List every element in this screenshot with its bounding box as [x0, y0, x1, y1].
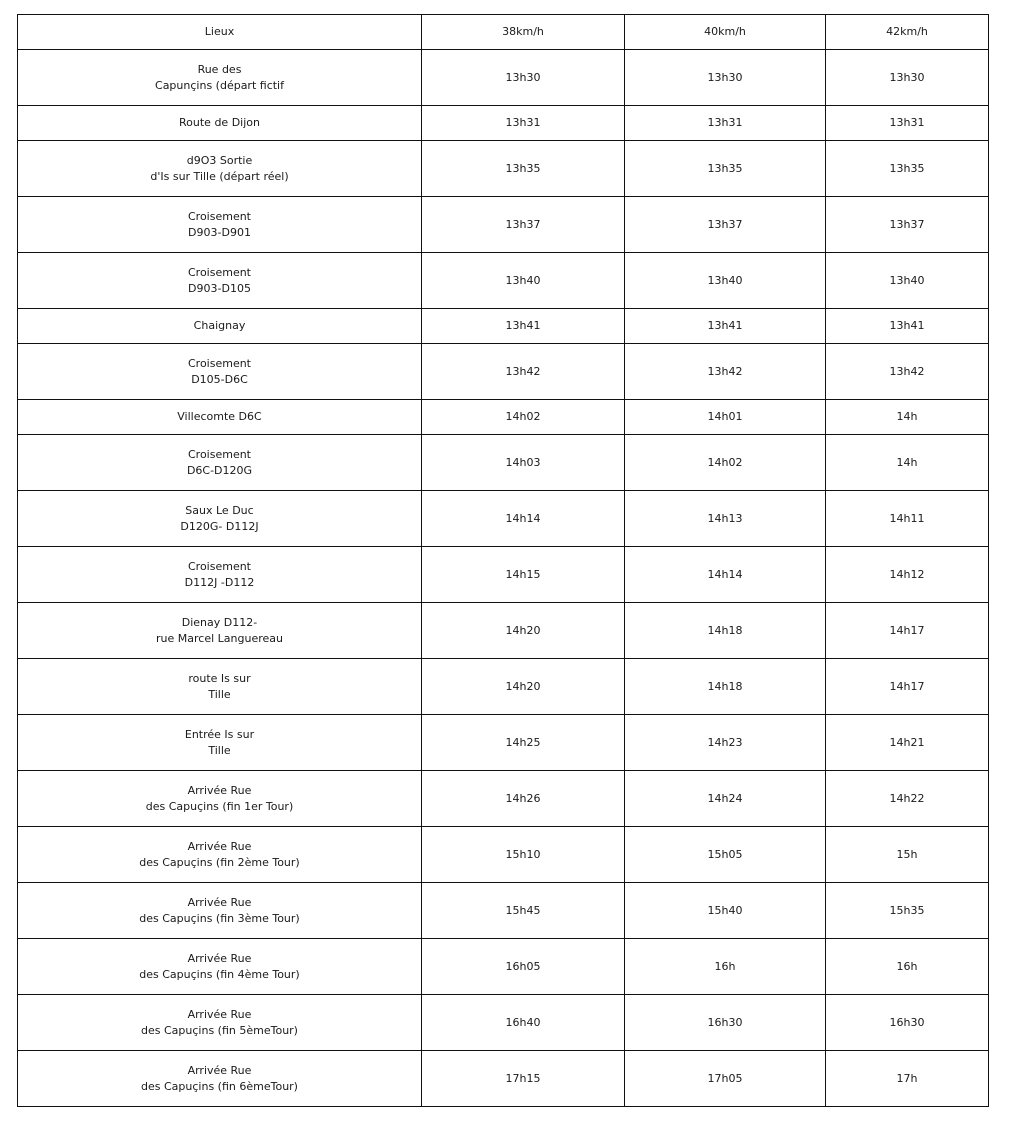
time-42kmh-cell: 14h12: [826, 547, 989, 603]
time-42kmh-cell: 14h: [826, 435, 989, 491]
time-42kmh-cell: 13h31: [826, 106, 989, 141]
time-38kmh-cell: 13h31: [422, 106, 625, 141]
time-38kmh-cell: 14h02: [422, 400, 625, 435]
time-40kmh-cell: 13h42: [625, 344, 826, 400]
time-42kmh-cell: 15h: [826, 827, 989, 883]
place-cell: Saux Le Duc D120G- D112J: [18, 491, 422, 547]
time-40kmh-cell: 14h23: [625, 715, 826, 771]
time-38kmh-cell: 15h10: [422, 827, 625, 883]
time-42kmh-cell: 14h22: [826, 771, 989, 827]
table-body: [18, 50, 989, 1107]
table-row: [18, 659, 989, 715]
place-cell: Croisement D6C-D120G: [18, 435, 422, 491]
time-40kmh-cell: 17h05: [625, 1051, 826, 1107]
table-row: [18, 106, 989, 141]
time-42kmh-cell: 14h: [826, 400, 989, 435]
time-40kmh-cell: 13h40: [625, 253, 826, 309]
time-42kmh-cell: 16h: [826, 939, 989, 995]
time-40kmh-cell: 16h: [625, 939, 826, 995]
header-40kmh: 40km/h: [625, 15, 826, 50]
time-38kmh-cell: 14h26: [422, 771, 625, 827]
table-row: [18, 939, 989, 995]
place-cell: Villecomte D6C: [18, 400, 422, 435]
time-38kmh-cell: 13h30: [422, 50, 625, 106]
time-40kmh-cell: 13h37: [625, 197, 826, 253]
header-38kmh: 38km/h: [422, 15, 625, 50]
table-row: [18, 435, 989, 491]
time-40kmh-cell: 13h35: [625, 141, 826, 197]
table-row: [18, 547, 989, 603]
time-38kmh-cell: 13h41: [422, 309, 625, 344]
table-row: [18, 827, 989, 883]
time-38kmh-cell: 13h35: [422, 141, 625, 197]
time-38kmh-cell: 16h05: [422, 939, 625, 995]
time-40kmh-cell: 13h30: [625, 50, 826, 106]
time-40kmh-cell: 14h18: [625, 603, 826, 659]
place-cell: Croisement D112J -D112: [18, 547, 422, 603]
table-row: [18, 344, 989, 400]
place-cell: route Is sur Tille: [18, 659, 422, 715]
time-38kmh-cell: 16h40: [422, 995, 625, 1051]
time-40kmh-cell: 14h13: [625, 491, 826, 547]
time-42kmh-cell: 17h: [826, 1051, 989, 1107]
table-row: [18, 491, 989, 547]
time-40kmh-cell: 14h01: [625, 400, 826, 435]
place-cell: Arrivée Rue des Capuçins (fin 5èmeTour): [18, 995, 422, 1051]
table-row: [18, 253, 989, 309]
time-42kmh-cell: 14h17: [826, 659, 989, 715]
time-38kmh-cell: 14h20: [422, 603, 625, 659]
place-cell: Rue des Capunçins (départ fictif: [18, 50, 422, 106]
time-38kmh-cell: 14h20: [422, 659, 625, 715]
place-cell: Arrivée Rue des Capuçins (fin 2ème Tour): [18, 827, 422, 883]
time-42kmh-cell: 13h42: [826, 344, 989, 400]
table-row: [18, 309, 989, 344]
place-cell: Croisement D903-D901: [18, 197, 422, 253]
time-40kmh-cell: 14h24: [625, 771, 826, 827]
time-40kmh-cell: 13h41: [625, 309, 826, 344]
time-42kmh-cell: 15h35: [826, 883, 989, 939]
time-42kmh-cell: 13h37: [826, 197, 989, 253]
time-42kmh-cell: 14h11: [826, 491, 989, 547]
table-row: [18, 50, 989, 106]
time-42kmh-cell: 13h40: [826, 253, 989, 309]
place-cell: Arrivée Rue des Capuçins (fin 4ème Tour): [18, 939, 422, 995]
time-42kmh-cell: 14h21: [826, 715, 989, 771]
table-row: [18, 883, 989, 939]
place-cell: Route de Dijon: [18, 106, 422, 141]
time-40kmh-cell: 13h31: [625, 106, 826, 141]
table-row: [18, 603, 989, 659]
time-38kmh-cell: 13h42: [422, 344, 625, 400]
place-cell: Arrivée Rue des Capuçins (fin 6èmeTour): [18, 1051, 422, 1107]
table-row: [18, 771, 989, 827]
time-38kmh-cell: 17h15: [422, 1051, 625, 1107]
header-42kmh: 42km/h: [826, 15, 989, 50]
time-42kmh-cell: 13h30: [826, 50, 989, 106]
table-header-row: [18, 15, 989, 50]
table-row: [18, 1051, 989, 1107]
time-38kmh-cell: 13h40: [422, 253, 625, 309]
time-40kmh-cell: 15h40: [625, 883, 826, 939]
place-cell: Entrée Is sur Tille: [18, 715, 422, 771]
time-38kmh-cell: 14h15: [422, 547, 625, 603]
time-42kmh-cell: 14h17: [826, 603, 989, 659]
place-cell: Dienay D112- rue Marcel Languereau: [18, 603, 422, 659]
place-cell: Croisement D105-D6C: [18, 344, 422, 400]
time-40kmh-cell: 14h18: [625, 659, 826, 715]
time-38kmh-cell: 15h45: [422, 883, 625, 939]
place-cell: Chaignay: [18, 309, 422, 344]
table-row: [18, 197, 989, 253]
place-cell: Arrivée Rue des Capuçins (fin 3ème Tour): [18, 883, 422, 939]
place-cell: Croisement D903-D105: [18, 253, 422, 309]
time-42kmh-cell: 16h30: [826, 995, 989, 1051]
time-42kmh-cell: 13h41: [826, 309, 989, 344]
time-40kmh-cell: 14h02: [625, 435, 826, 491]
time-40kmh-cell: 16h30: [625, 995, 826, 1051]
place-cell: Arrivée Rue des Capuçins (fin 1er Tour): [18, 771, 422, 827]
time-38kmh-cell: 14h03: [422, 435, 625, 491]
time-40kmh-cell: 15h05: [625, 827, 826, 883]
table-row: [18, 715, 989, 771]
table-row: [18, 400, 989, 435]
place-cell: d9O3 Sortie d'Is sur Tille (départ réel): [18, 141, 422, 197]
time-42kmh-cell: 13h35: [826, 141, 989, 197]
table-row: [18, 141, 989, 197]
time-40kmh-cell: 14h14: [625, 547, 826, 603]
time-38kmh-cell: 13h37: [422, 197, 625, 253]
table-row: [18, 995, 989, 1051]
time-38kmh-cell: 14h25: [422, 715, 625, 771]
time-38kmh-cell: 14h14: [422, 491, 625, 547]
schedule-table: [17, 14, 989, 1107]
header-lieux: Lieux: [18, 15, 422, 50]
